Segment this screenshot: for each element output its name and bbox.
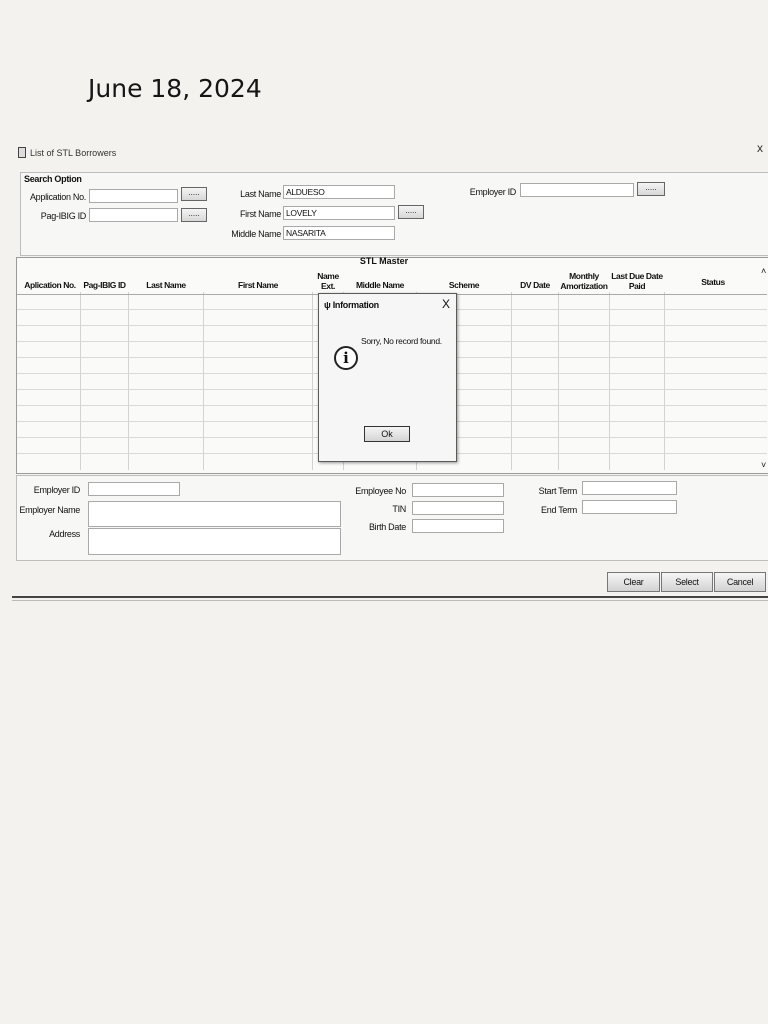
birth-date-field[interactable] (412, 519, 504, 533)
grid-column-divider (312, 292, 313, 470)
column-header-monthly-amortization[interactable]: Monthly Amortization (560, 271, 608, 291)
grid-column-divider (80, 292, 81, 470)
column-header-status[interactable]: Status (701, 277, 725, 287)
window-title-text: List of STL Borrowers (30, 147, 117, 158)
address-field[interactable] (88, 528, 341, 555)
address-label: Address (49, 529, 80, 539)
employer-id-lookup-button[interactable]: ..... (637, 182, 665, 196)
grid-scroll-up-arrow[interactable]: ˄ (761, 266, 767, 276)
grid-column-divider (664, 292, 665, 470)
select-button[interactable]: Select (661, 572, 713, 592)
tin-field[interactable] (412, 501, 504, 515)
column-header-last-due-date-paid[interactable]: Last Due Date Paid (611, 271, 663, 291)
employee-no-label: Employee No (355, 486, 406, 496)
end-term-label: End Term (541, 505, 577, 515)
pagibig-id-lookup-button[interactable]: ..... (181, 208, 207, 222)
employer-name-field[interactable] (88, 501, 341, 527)
first-name-input[interactable]: LOVELY (283, 206, 395, 220)
employer-id-label: Employer ID (33, 485, 80, 495)
last-name-input[interactable]: ALDUESO (283, 185, 395, 199)
start-term-label: Start Term (538, 486, 577, 496)
column-header-last-name[interactable]: Last Name (146, 280, 186, 290)
application-no-lookup-button[interactable]: ..... (181, 187, 207, 201)
search-option-legend: Search Option (24, 174, 82, 184)
middle-name-input[interactable]: NASARITA (283, 226, 395, 240)
last-name-label: Last Name (240, 189, 281, 199)
pagibig-id-input[interactable] (89, 208, 178, 222)
column-header-name-ext[interactable]: Name Ext. (317, 271, 339, 291)
birth-date-label: Birth Date (368, 522, 406, 532)
info-icon: i (334, 346, 358, 370)
middle-name-label: Middle Name (231, 229, 281, 239)
window-app-icon (18, 147, 26, 158)
grid-column-divider (511, 292, 512, 470)
column-header-dv-date[interactable]: DV Date (520, 280, 550, 290)
window-bottom-border (12, 596, 768, 598)
grid-column-divider (128, 292, 129, 470)
cancel-button[interactable]: Cancel (714, 572, 766, 592)
dialog-app-icon: ψ (324, 300, 331, 310)
grid-column-divider (558, 292, 559, 470)
employee-no-field[interactable] (412, 483, 504, 497)
information-dialog (318, 293, 457, 462)
application-no-input[interactable] (89, 189, 178, 203)
dialog-title (324, 300, 379, 310)
column-header-first-name[interactable]: First Name (238, 280, 278, 290)
column-header-scheme[interactable]: Scheme (448, 280, 480, 290)
grid-column-divider (203, 292, 204, 470)
employer-id-search-label: Employer ID (469, 187, 516, 197)
application-no-label: Application No. (29, 192, 86, 202)
dialog-message: Sorry, No record found. (361, 336, 442, 346)
end-term-field[interactable] (582, 500, 677, 514)
window-close-button[interactable]: x (757, 141, 763, 155)
employer-id-search-input[interactable] (520, 183, 634, 197)
employer-id-field[interactable] (88, 482, 180, 496)
window-title (18, 147, 116, 158)
ok-button[interactable]: Ok (364, 426, 410, 442)
grid-scroll-down-arrow[interactable]: ˅ (761, 460, 767, 470)
tin-label: TIN (392, 504, 406, 514)
grid-column-divider (609, 292, 610, 470)
dialog-close-button[interactable]: X (442, 297, 451, 311)
start-term-field[interactable] (582, 481, 677, 495)
clear-button[interactable]: Clear (607, 572, 660, 592)
page-date: June 18, 2024 (88, 74, 262, 103)
dialog-title-text: Information (332, 300, 379, 310)
column-header-pagibig-id[interactable]: Pag-IBIG ID (83, 280, 126, 290)
pagibig-id-label: Pag-IBIG ID (40, 211, 86, 221)
name-lookup-button[interactable]: ..... (398, 205, 424, 219)
first-name-label: First Name (239, 209, 281, 219)
window-bottom-shadow (12, 600, 768, 601)
column-header-middle-name[interactable]: Middle Name (355, 280, 405, 290)
column-header-application-no[interactable]: Aplication No. (24, 280, 76, 290)
grid-caption: STL Master (359, 256, 409, 266)
employer-name-label: Employer Name (19, 505, 80, 515)
